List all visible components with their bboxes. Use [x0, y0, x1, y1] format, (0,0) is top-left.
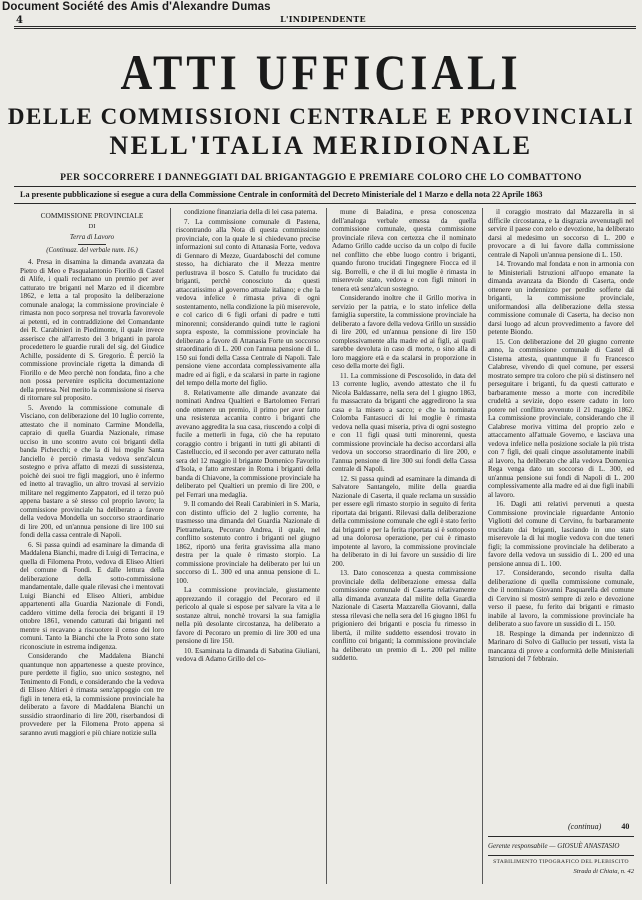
paragraph: 9. Il comando dei Reali Carabinieri in S. Maria, con distinto ufficio del 2 luglio corrente, ha trasmesso una dimanda del Guardia Nazionale di Pietramelara, Pecoraro Andrea, il quale, nel conflitto sostenuto contro i briganti nel giugno 1862, riportò una ferita gravissima alla mano destra per la quale è rimasto storpio. La commissione provinciale ha deliberato per lui un soccorso di L. 300 ed una annua pensione di L. 100.: [176, 500, 320, 585]
paragraph: 4. Presa in disamina la dimanda avanzata da Pietro di Meo e Pasqualantonio Fiorillo di Castel di Alife, i quali reclamano un premio per aver catturato tre briganti nel Marzo ed il dicembre 1862, e letta a tal proposito la deliberazione comunale analoga; la commissione provinciale è rimasta non poco sorpresa nel trovarla favorevole ai petenti, ed in contraddizione del Comandante dei R. Carabinieri in Piedimonte, il quale invece asserisce che all'arresto dei 3 briganti in parola procedettero le guardie rurali del sig. del Giudice Achille, possidente di S. Gregorio. È perciò la commissione provinciale rigetta la dimanda di Fiorillo e de Meo perchè non fondata, fino a che non possa pervenire esplicita documentazione della pretesa. Nel merito la commissione si riserva di ritornare sul proposito.: [20, 258, 164, 402]
notice-rule: [14, 203, 636, 204]
column-separator: [482, 208, 483, 884]
paragraph: condizione finanziaria della di lei casa paterna.: [184, 208, 318, 216]
paragraph: 17. Considerando, secondo risulta dalla deliberazione di quella commissione comunale, che il nominato Giovanni Pasquarella del comune di Cervino si mostrò sempre di zelo e devozione verso il paese, fu ferito dai briganti e rimasto inabile al lavoro, la commissione provinciale ha deliberato a suo favore un sussidio di L. 150.: [488, 569, 634, 628]
printer-address: Strada di Chiaia, n. 42: [573, 868, 634, 875]
text-column-2: [176, 208, 320, 884]
column-separator: [326, 208, 327, 884]
headline-atti-ufficiali: ATTI UFFICIALI: [120, 45, 522, 100]
continua-label: (continua): [568, 822, 602, 831]
document-caption: Document Société des Amis d'Alexandre Dumas: [2, 1, 271, 13]
section-place: Terra di Lavoro: [69, 233, 115, 241]
paragraph: Considerando che Maddalena Bianchi quantunque non appartenesse a queste province, pure perdette il figlio, suo unico sostegno, nel Tenimento di Fondi, e considerando che la vedova di Eliseo Altieri è rimasta senz'appoggio con tre figli in tenera età, la commissione provinciale ha deliberato a favore di Maddalena Bianchi un sussidio straordinario di lire 200, riserbandosi di provvedere per la Filomena Proto appena si saranno avuti maggiori e più chiare notizie sulla: [20, 652, 164, 737]
section-title: COMMISSIONE PROVINCIALE: [40, 211, 144, 220]
paragraph: 16. Dagli atti relativi pervenuti a questa Commissione provinciale riguardante Antonio Vigliotti del comune di Cervino, fu barbaramente trucidato dai briganti, lasciando in uno stato miserevole la di lui moglie vedova con due teneri figli; la commissione provinciale ha deliberato a favore della vedova un sussidio di L. 200 ed una pensione annua di L. 100.: [488, 500, 634, 568]
printer-name: STABILIMENTO TIPOGRAFICO DEL PLEBISCITO: [493, 859, 629, 865]
paragraph: 8. Relativamente alle dimande avanzate dai nominati Andrea Qualtieri e Bartolomeo Ferrari onde ottenere un premio, il primo per aver fatto una resistenza accanita contro i briganti che avevano aggredita la sua casa, riuscendo a colpi di fucile a metterli in fuga, ciò che ha reputato coraggio contro i briganti in tutti gli abitanti di Castelluccio, ed il secondo per aver catturato nella sera del 12 maggio il brigante Domenico Favorito d'Isola, e fatto arrestare in Roma i briganti della banda di Chiavone, la commissione provinciale ha deliberato pel Qualtieri un premio di lire 200, e pel Ferrari una medaglia.: [176, 388, 320, 499]
gerente-line: Gerente responsabile — GIOSUÈ ANASTASIO: [488, 842, 620, 850]
publication-notice: La presente pubblicazione si esegue a cura della Commissione Centrale in conformità del Decreto Ministeriale del 1 Marzo e della nota 22 Aprile 1863: [20, 190, 543, 199]
paragraph: 10. Esaminata la dimanda di Sabatina Giuliani, vedova di Adamo Grillo del co-: [176, 646, 320, 663]
paragraph: 7. La commissione comunale di Pastena, riscontrando alla Nota di questa commissione provinciale, con la quale le si chiedevano precise informazioni sul conto di Attanasia Forte, vedova di Gennaro di Mezze, Guardaboschi del comune stesso, ha dichiarato che il Mezza mentre perlustrava il bosco S. Catullo fu trucidato dai briganti, perchè conosciuto da questi attaccatissimo al governo attuale italiano; e che la vedova infelice è rimasta priva di ogni sostentamento, nella condizione la più miserevole, e col carico di 6 figli orfani di padre e tutti minorenni; considerando quindi tutte le ragioni sopra esposte, la commissione provinciale ha deliberato a favore di Attanasia Forte un soccorso straordinario di L. 200 con l'annua pensione di L. 150 sui fondi della Cassa Centrale di Napoli. Tale pensione viene accordata complessivamente alla madre ed ai figli, e da scalarsi in parte in ragione del tempo della morte del figlio.: [176, 217, 320, 387]
paragraph: 12. Si passa quindi ad esaminare la dimanda di Salvatore Santangelo, milite della guardia Nazionale di Caserta, il quale reclama un sussidio per essere egli rimasto storpio in seguito di ferita riportata dai briganti. Rilevasi dalla deliberazione della commissione comunale che egli è stato ferito dai briganti e per la ferita riportata si è sottoposto ad una dolorosa operazione, per cui è rimasto impotente al lavoro, la commissione provinciale ha deliberato in di lui favore un sussidio di lire 200.: [332, 474, 476, 568]
paragraph: 5. Avendo la commissione comunale di Visciano, con deliberazione del 10 luglio corrente, attestato che il nominato Carmine Mondella, capraio di quella Guardia Nazionale, rimase ucciso in uno scontro avuto coi briganti della banda Pichecchi; e che la di lui moglie Santa Janciello è perciò rimasta vedova senz'alcun sostegno e priva affatto di mezzi di sussistenza, poichè dei suoi tre figli maggiori, uno è infermo ed inetto al travaglio, un altro trovasi al servizio militare nel reggimento Zappatori, ed il terzo può appena bastare a sè stesso col proprio lavoro; la commissione provinciale ha deliberato a favore della vedova Mondella un soccorso straordinario di lire 200, ed un'annua pensione di lire 100 sui fondi della cassa centrale di Napoli.: [20, 403, 164, 539]
text-column-3: [332, 208, 476, 884]
text-column-4: [488, 208, 634, 816]
paragraph: 18. Respinge la dimanda per indennizzo di Marinaro di Solvo di Gallucio per tessuti, vista la mancanza di prove a conformità delle Ministeriali Istruzioni del 7 febbraio.: [488, 629, 634, 663]
page-number: 4: [16, 15, 23, 26]
footer-rule: [488, 855, 634, 856]
paragraph: La commissione provinciale, giustamente apprezzando il coraggio del Pecoraro ed il pericolo al quale si espose per salvare la vita a le sostanze altrui, nonchè trovarsi la sua famiglia nella più desolante circostanza, ha deliberato a favore di Pecoraro un premio di lire 300 ed una pensione di lire 150.: [176, 586, 320, 645]
page-reference: 40: [621, 822, 630, 831]
footer-rule: [488, 836, 634, 837]
paragraph: il coraggio mostrato dal Mazzarella in sì difficile circostanza, e la disgrazia avvenutagli nel servire il paese con zelo e devozione, ha deliberato darsi al medesimo un soccorso di L. 200 e provocare a di lui favore dalla commissione centrale di Napoli un'annua pensione di L. 150.: [488, 208, 634, 259]
paragraph: Considerando inoltre che il Grillo moriva in servizio per la patria, e lo stato infelice della famiglia superstite, la commissione provinciale ha deliberato a favore della vedova Grillo un sussidio di lire 200, ed un'annua pensione di lire 150 complessivamente alla madre ed ai figli, ai quali sarebbe devoluta in caso di morte, o sino alla di loro maggiore età e da scalarsi in proporzione in ceso della morte dei figli.: [332, 294, 476, 370]
header-rule: [14, 26, 636, 27]
section-continuation: (Continuaz. del verbale num. 16.): [46, 246, 138, 254]
header-rule-2: [14, 28, 636, 29]
section-rule: [78, 244, 106, 245]
column-separator: [170, 208, 171, 884]
section-di: DI: [88, 222, 96, 230]
paragraph: mune di Baiadina, e presa conoscenza dell'analoga verbale emessa da quella commissione comunale, questa commissione provinciale rileva con certezza che il nominato Adamo Grillo cadde ucciso da un colpo di fucile nel conflitto che ebbe luogo contro i briganti, quando furono trucidati l'ingegnere Fiocca ed il sig. Borrelli, e che il di lui moglie è rimasta in miserevole stato, vedova e con figli minori in tenera età senz'alcun sostegno.: [332, 208, 476, 293]
headline-italia-meridionale: NELL'ITALIA MERIDIONALE: [109, 131, 533, 160]
paragraph: 14. Trovando mal fondata e non in armonia con le Ministeriali Istruzioni all'uopo emanate la dimanda avanzata da Biondo di Caserta, onde ottenere un indennizzo per perdite sofferte dai briganti, la commissione provinciale, uniformandosi alla deliberazione della stessa commissione comunale di Caserta, ha deciso non darsi luogo ad alcun provvedimento a favore del petente Biondo.: [488, 260, 634, 336]
continua-note: [568, 822, 629, 831]
headline-subtitle: PER SOCCORRERE I DANNEGGIATI DAL BRIGANTAGGIO E PREMIARE COLORO CHE LO COMBATTONO: [60, 172, 582, 183]
paragraph: 13. Dato conoscenza a questa commissione provinciale della deliberazione emessa dalla commissione comunale di Caserta relativamente alla dimanda avanzata dal milite della Guardia Nazionale di Caserta Mazzarella Giovanni, dalla stessa rilevasi che nella sera del 16 giugno 1861 fu prigioniero dei briganti e poscia fu rimesso in libertà, il milite suddetto essendosi trovato in conflitto coi briganti; la commissione provinciale ha deliberato un premio di L. 200 pel milite suddetto.: [332, 569, 476, 662]
headline-commissioni: DELLE COMMISSIONI CENTRALE E PROVINCIALI: [7, 104, 635, 129]
paragraph: 6. Si passa quindi ad esaminare la dimanda di Maddalena Bianchi, madre di Luigi di Terracina, e quella di Filomena Proto, vedova di Eliseo Altieri del comune di Fondi. E dalle lettura della deliberazione della sotto-commissione mandamentale, dalle quale rilevasi che i mentovati Luigi Bianchi ed Eliseo Altieri, ambidue appartenenti alla Guardia Nazionale di Fondi, caddero vittime della ferocia dei briganti il 19 ottobre 1861, venendo catturati dai briganti nel mentre si recavano a riscuotere il censo dei loro comuni. Tanto la Bianchi che la Proto sono state riconosciute in estrema indigenza.: [20, 540, 164, 651]
paragraph: 15. Con deliberazione del 20 giugno corrente anno, la commissione comunale di Castel di Cisterna attesta, quantunque il fu Francesco Calabrese, vivendo di quel comune, per essersi mostrato sempre tra coloro che più si distinsero nel perseguitare i briganti, fu da questi catturato e barbaramente messo a morte con incredibile crudeltà a sevizie, dopo essere caduto in loro potere nel conflitto avvenuto il 21 maggio 1862. La commissione provinciale, considerando che il Calabrese moriva vittima del proprio zelo e attaccamento all'attuale Governo, e lasciava una vedova infelice nella posizione sociale la più trista con 7 figli, dei quali cinque assolutamente inabili al lavoro, ha deliberato che alla vedova Domenica Rega venga dato un soccorso di L. 300, ed un'annua pensione sui fondi di Napoli di L. 200 complessivamente alla madre ed ai due figli inabili al lavoro.: [488, 337, 634, 499]
subtitle-rule: [14, 186, 636, 187]
paragraph: 11. La commissione di Pescosolido, in data del 13 corrente luglio, avendo attestato che il fu Nicola Baldassarre, nella sera del 1 giugno 1863, fu massacrato da briganti che aggredirono la sua casa e la misero a sacco; e che la nominata Colomba Fantasucci di lui moglie è rimasta vedova nella quasi miseria, priva di ogni sostegno e con 11 figli quasi tutti minorenni, questa commissione provinciale ha deciso accordarsi alla vedova un soccorso straordinario di lire 200, e l'annua pensione di lire 300 sui fondi della Cassa centrale di Napoli.: [332, 371, 476, 473]
masthead: L'INDIPENDENTE: [280, 14, 366, 24]
text-column-1: [20, 208, 164, 884]
